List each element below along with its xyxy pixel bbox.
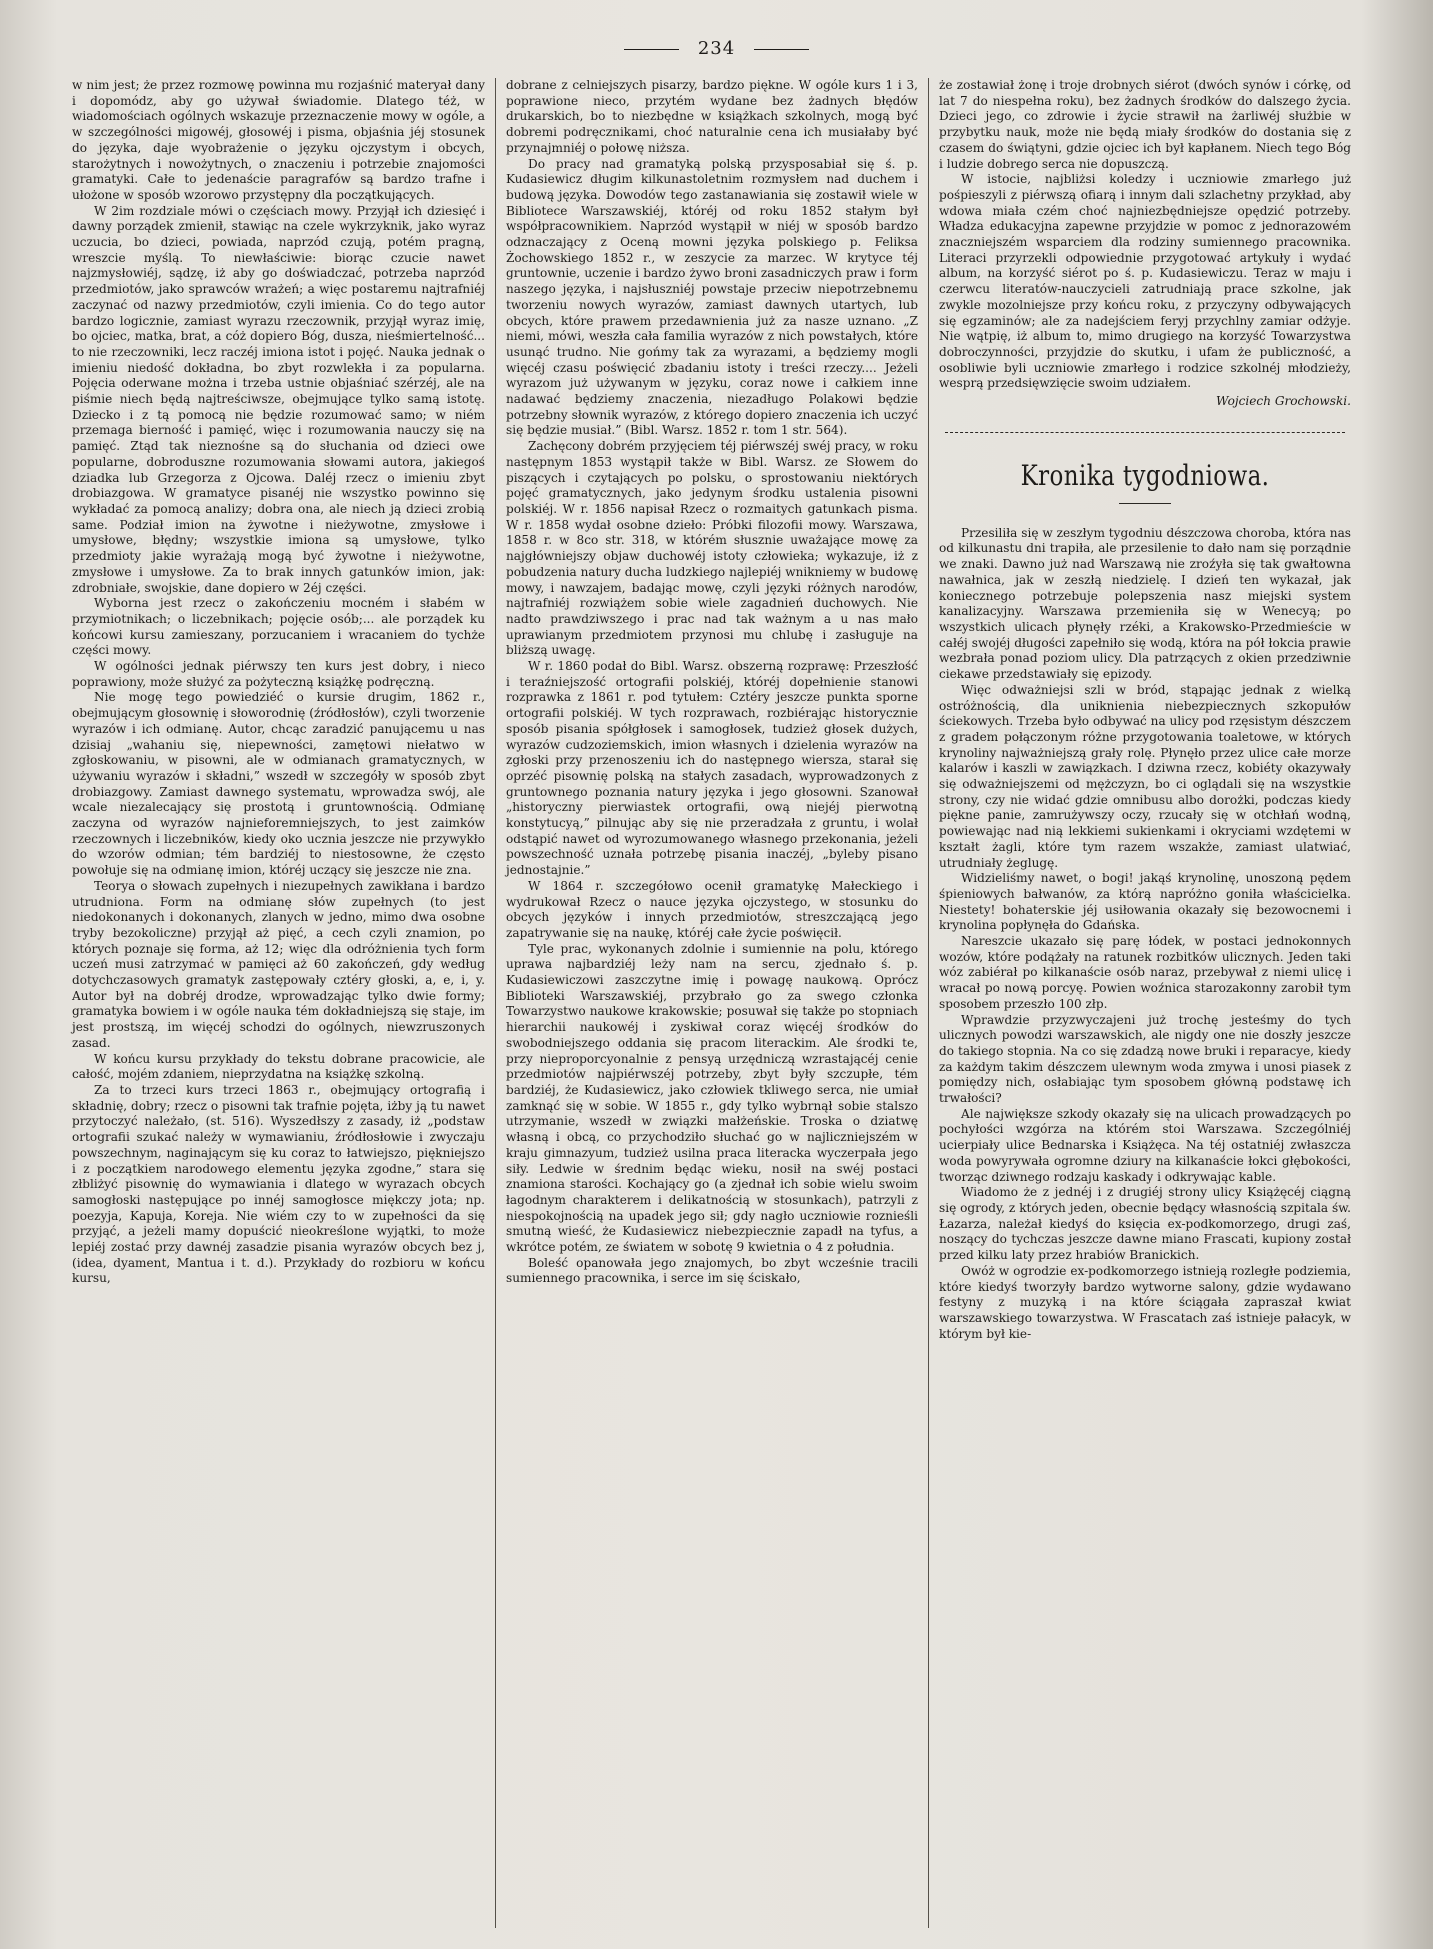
paragraph: W końcu kursu przykłady do tekstu dobrane pracowicie, ale całość, mojém zdaniem, nieprzydatna na książkę szkolną.: [72, 1051, 485, 1082]
column-3: [928, 78, 1361, 1928]
paragraph: Więc odważniejsi szli w bród, stąpając jednak z wielką ostróżnością, dla uniknienia niebezpiecznych szkopułów ściekowych. Trzeba było odbywać na ulicy pod rzęsistym dészczem z gradem połączonym różne przygotowania toaletowe, w których krynoliny najważniejszą grały rolę. Płynęło przez ulice całe morze kalarów i kaszli w zawiązkach. I dziwna rzecz, kobiéty okazywały się odważniejszemi od mężczyzn, bo ci oglądali się na wszystkie strony, czy nie widać gdzie omnibusu albo dorożki, podczas kiedy piękne panie, zamrużywszy oczy, rzucały się w otchłań wodną, powiewając nad nią lekkiemi sukienkami i okryciami wzdętemi w kształt żagli, które tym razem wszakże, zamiast ulatwiać, utrudniały żeglugę.: [939, 682, 1351, 870]
paragraph: W 2im rozdziale mówi o częściach mowy. Przyjął ich dziesięć i dawny porządek zmienił, stawiąc na czele wykrzyknik, jako wyraz uczucia, bo dzieci, powiada, naprzód czują, potém pragną, wreszcie myślą. To niewłaściwie: biorąc czucie nawet najzmysłowiéj, sądzę, iż aby go doświadczać, potrzeba naprzód przedmiotów, jako sprawców wrażeń; a więc postaremu najtrafniéj zaczynać od nazwy przedmiotów, czyli imienia. Co do tego autor bardzo logicznie, zamiast wyrazu rzeczownik, przyjął wyraz imię, bo ojciec, matka, brat, a cóż dopiero Bóg, dusza, nieśmiertelność... to nie rzeczowniki, lecz raczéj imiona istot i pojęć. Nauka jednak o imieniu niedość dokładna, bo zbyt rozwlekła i za popularna. Pojęcia oderwane można i trzeba ustnie objaśniać szérzéj, ale na piśmie niech będą najtreściwsze, obejmujące tylko samą istotę. Dziecko i z tą pomocą nie będzie rozumować samo; w niém przemaga bierność i pamięć, więc i rozumowania nauczy się na pamięć. Ztąd tak nieznośne są do słuchania od dzieci owe popularne, dobroduszne rozumowania słowami autora, jakiegoś dziadka lub Grzegorza z Ojcowa. Daléj rzecz o imieniu zbyt drobiazgowa. W gramatyce pisanéj nie wszystko powinno się wykładać za pomocą analizy; dobra ona, ale niech ją dzieci zrobią same. Podział imion na żywotne i nieżywotne, zmysłowe i umysłowe, błędny; wszystkie imiona są umysłowe, tylko przedmioty jakie wyrażają mogą być żywotne i nieżywotne, zmysłowe i umysłowe. Za to brak innych gatunków imion, jak: zdrobniałe, swojskie, dane dopiero w 2éj części.: [72, 203, 485, 595]
header-dash-left: [624, 49, 679, 50]
paragraph: Teorya o słowach zupełnych i niezupełnych zawikłana i bardzo utrudniona. Form na odmianę słów zupełnych (to jest niedokonanych i dokonanych, zlanych w jedno, mimo dwa osobne tryby bezokoliczne) przyjął aż pięć, a cech czyli znamion, po których poznaje się forma, aż 12; więc dla odróżnienia tych form uczeń musi zatrzymać w pamięci aż 60 zakończeń, gdy według dotychczasowych gramatyk zastępowały cztéry głoski, a, e, i, y. Autor był na dobréj drodze, wprowadzając tylko dwie formy; gramatyka bowiem i w ogóle nauka tém dokładniejszą się staje, im jest prostszą, im więcéj schodzi do ogólnych, niewzruszonych zasad.: [72, 878, 485, 1050]
paragraph: Nie mogę tego powiedziéć o kursie drugim, 1862 r., obejmującym głosownię i słoworodnię (źródłosłów), czyli tworzenie wyrazów i ich odmianę. Autor, chcąc zaradzić panującemu u nas dzisiaj „wahaniu się, niepewności, zamętowi niełatwo w zgłoskowaniu, w pisowni, ale w odmianach gramatycznych, w używaniu wyrazów i składni,” wszedł w szczegóły w sposób zbyt drobiazgowy. Zamiast dawnego systematu, wprowadza swój, ale wcale niezalecający się prostotą i gruntownością. Odmianę zaczyna od wyrazów najnieforemniejszych, to jest zaimków rzeczownych i liczebników, kiedy oko ucznia jeszcze nie przywykło do wzorów odmian; tém bardziéj to niestosowne, że często powołuje się na odmianę imion, któréj uczący się jeszcze nie zna.: [72, 690, 485, 878]
paragraph: Wprawdzie przyzwyczajeni już trochę jesteśmy do tych ulicznych powodzi warszawskich, ale nigdy one nie doszły jeszcze do takiego stopnia. Na co się zdadzą nowe bruki i reparacye, kiedy za każdym takim dészczem ulewnym woda zmywa i unosi piasek z pomiędzy nich, osłabiając tym sposobem główną podstawę ich trwałości?: [939, 1012, 1351, 1106]
paragraph: dobrane z celniejszych pisarzy, bardzo piękne. W ogóle kurs 1 i 3, poprawione nieco, przytém wydane bez żadnych błędów drukarskich, bo to niezbędne w książkach szkolnych, mogą być dobremi podręcznikami, choć naturalnie cena ich musiałaby być przynajmniéj o połowę niższa.: [506, 78, 918, 155]
page-number: 234: [697, 38, 736, 59]
paragraph: Przesiliła się w zeszłym tygodniu dészczowa choroba, która nas od kilkunastu dni trapiła, ale przesilenie to dało nam się porządnie we znaki. Dawno już nad Warszawą nie zroźyła się tak gwałtowna nawałnica, jak w zeszłą niedzielę. I dzień ten wykazał, jak koniecznego potrzebuje polepszenia nasz miejski system kanalizacyjny. Warszawa przemieniła się w Wenecyą; po wszystkich ulicach płynęły rzéki, a Krakowsko-Przedmieście w całéj swojéj długości zapełniło się wodą, która na pół łokcia prawie wezbrała ponad poziom ulicy. Dla patrzących z okien przedziwnie ciekawe przedstawiały się epizody.: [939, 525, 1351, 682]
author-signature: Wojciech Grochowski.: [1215, 394, 1351, 409]
paragraph: W r. 1860 podał do Bibl. Warsz. obszerną rozprawę: Przeszłość i teraźniejszość ortografii polskiéj, któréj dopełnienie stanowi rozprawka z 1861 r. pod tytułem: Cztéry jeszcze punkta sporne ortografii polskiéj. W tych rozprawach, rozbiérając historycznie sposób pisania spółgłosek i samogłosek, tudzież głosek dużych, wyrazów cudzoziemskich, imion własnych i dzielenia wyrazów na zgłoski przy przenoszeniu ich do następnego wiersza, starał się oprzéć pisownię polską na stałych zasadach, wyprowadzonych z gruntownego poznania natury języka i jego głosowni. Szanował „historyczny pierwiastek ortografii, ową niejéj pierwotną konstytucyą,” pilnując aby się nie przeradzała z gruntu, i wolał odstąpić nawet od wyrozumowanego własnego przekonania, jeżeli powszechność uznała potrzebę pisania inaczéj, „byleby pisano jednostajnie.”: [506, 659, 918, 878]
paragraph: Nareszcie ukazało się parę łódek, w postaci jednokonnych wozów, które podążały na ratunek rozbitków ulicznych. Jeden taki wóz zabiérał po kilkanaście osób naraz, przebywał z niemi ulicę i wracał po nową porcyę. Powien woźnica starozakonny zarobił tym sposobem przeszło 100 złp.: [939, 934, 1351, 1011]
page-header: [0, 38, 1433, 59]
paragraph: Do pracy nad gramatyką polską przysposabiał się ś. p. Kudasiewicz długim kilkunastoletnim rozmysłem nad duchem i budową języka. Dowodów tego zastanawiania się zostawił wiele w Bibliotece Warszawskiéj, któréj od roku 1852 stałym był współpracownikiem. Naprzód wystąpił w niéj w sposób bardzo odznaczający z Oceną mowni języka polskiego p. Feliksa Żochowskiego 1852 r., w zeszycie za marzec. W krytyce téj gruntownie, uczenie i bardzo żywo broni zasadniczych praw i form naszego języka, i najsłuszniéj powstaje przeciw niepotrzebnemu tworzeniu nowych wyrazów, zamiast dawnych utartych, lub obcych, które prawem przedawnienia już za nasze uznano. „Z niemi, mówi, weszła cała familia wyrazów z nich powstałych, które usunąć trudno. Nie gońmy tak za wyrazami, a będziemy mogli więcéj czasu poświęcić zbadaniu istoty i treści rzeczy.... Jeżeli wyrazom już używanym w języku, coraz nowe i całkiem inne nadawać będziemy znaczenia, niezadługo Polakowi będzie potrzebny słownik wyrazów, z którego dopiero znaczenia ich uczyć się będzie musiał.” (Bibl. Warsz. 1852 r. tom 1 str. 564).: [506, 156, 918, 438]
paragraph: że zostawiał żonę i troje drobnych siérot (dwóch synów i córkę, od lat 7 do niespełna roku), bez żadnych środków do dalszego życia. Dzieci jego, co zdrowie i życie strawił na żarliwéj służbie w przybytku nauk, może nie będą miały środków do dostania się z czasem do świątyni, gdzie ojciec ich był kapłanem. Niech tego Bóg i ludzie dobrego serca nie dopuszczą.: [939, 78, 1351, 171]
paragraph: Boleść opanowała jego znajomych, bo zbyt wcześnie tracili sumiennego pracownika, i serce im się ściskało,: [506, 1255, 918, 1286]
paragraph: W 1864 r. szczegółowo ocenił gramatykę Małeckiego i wydrukował Rzecz o nauce języka ojczystego, w stosunku do obcych języków i innych przedmiotów, streszczającą jego zapatrywanie się na naukę, któréj całe życie poświęcił.: [506, 878, 918, 940]
paragraph: Za to trzeci kurs trzeci 1863 r., obejmujący ortografią i składnię, dobry; rzecz o pisowni tak trafnie pojęta, iżby ją tu nawet przytoczyć należało, (st. 516). Wyszedłszy z zasady, iż „podstaw ortografii szukać należy w wymawianiu, źródłosłowie i zwyczaju powszechnym, naginającym się ku coraz to łatwiejszo, piękniejszo i z początkiem narodowego elementu języka zgodne,” stara się złbliżyć pisownię do wymawiania i dlatego w wyrazach obcych samogłoski następujące po innéj samogłosce miękczy jota; np. poezyja, Kapuja, Koreja. Nie wiém czy to w zupełności da się przyjąć, a jeżeli mamy dopuścić nieokreślone wyjątki, to może lepiéj zostać przy dawnéj zasadzie pisania wyrazów obcych bez j, (idea, dyament, Mantua i t. d.). Przykłady do rozbioru w końcu kursu,: [72, 1083, 485, 1286]
column-1: [62, 78, 495, 1928]
paragraph: W ogólności jednak piérwszy ten kurs jest dobry, i nieco poprawiony, może służyć za pożyteczną książkę podręczną.: [72, 659, 485, 689]
header-dash-right: [754, 49, 809, 50]
paragraph: w nim jest; że przez rozmowę powinna mu rozjaśnić materyał dany i dopomódz, aby go używał świadomie. Dlatego téż, w wiadomościach ogólnych wskazuje przeznaczenie mowy w ogóle, a w szczególności migowéj, głosowéj i pisma, objaśnia jéj stosunek do języka, daje wyobrażenie o języku ojczystym i obcych, starożytnych i nowożytnych, o znaczeniu i potrzebie znajomości gramatyki. Całe to jedenaście paragrafów są bardzo trafne i ułożone w sposób wzorowo przystępny dla początkujących.: [72, 78, 485, 202]
section-title: Kronika tygodniowa.: [1020, 458, 1270, 492]
text-columns: [62, 78, 1362, 1928]
paragraph: Wiadomo że z jednéj i z drugiéj strony ulicy Książęcéj ciągną się ogrody, z których jeden, obecnie będący własnością szpitala św. Łazarza, należał kiedyś do księcia ex-podkomorzego, drugi zaś, noszący do tychczas jeszcze dawne miano Frascati, kupiony został przed kilku laty przez hrabiów Branickich.: [939, 1185, 1351, 1263]
paragraph: Wyborna jest rzecz o zakończeniu mocném i słabém w przymiotnikach; o liczebnikach; pojęcie osób;... ale porządek ku końcowi kursu zamieszany, porzucaniem i wracaniem do tychże części mowy.: [72, 596, 485, 658]
paragraph: Ale największe szkody okazały się na ulicach prowadzących po pochyłości wzgórza na którém stoi Warszawa. Szczególniéj ucierpiały ulice Bednarska i Książęca. Na téj ostatniéj zwłaszcza woda powyrywała ogromne dziury na kilkanaście łokci głębokości, tworząc dziwnego rodzaju kaskady i odkrywając kable.: [939, 1106, 1351, 1184]
column-2: [495, 78, 928, 1928]
title-underline: [1119, 503, 1171, 504]
section-divider: [945, 432, 1345, 433]
paragraph: Owóż w ogrodzie ex-podkomorzego istnieją rozległe podziemia, które kiedyś tworzyły bardzo wytworne salony, gdzie wydawano festyny z muzyką i na które ściągała zapraszał kwiat warszawskiego towarzystwa. W Frascatach zaś istnieje pałacyk, w którym był kie-: [939, 1263, 1351, 1341]
paragraph: Zachęcony dobrém przyjęciem téj piérwszéj swéj pracy, w roku następnym 1853 wystąpił także w Bibl. Warsz. ze Słowem do piszących i czytających po polsku, o sprostowaniu niektórych pojęć gramatycznych, jako jedynym środku ustalenia pisowni polskiéj. W r. 1856 napisał Rzecz o rozmaitych gatunkach pisma. W r. 1858 wydał osobne dzieło: Próbki filozofii mowy. Warszawa, 1858 r. w 8co str. 318, w którém słusznie uważające mowę za najgłówniejszy objaw duchowéj istoty człowieka; wykazuje, iż z pobudzenia natury ducha ludzkiego najlepiéj wnikniemy w budowę mowy, i nawzajem, badając mowę, czyli języki różnych narodów, najtrafniéj rozwiążem sobie wiele zagadnień duchowych. Nie nadto prawdziwszego i prac nad tak ważnym a u nas mało uprawianym przedmiotem przynosi mu chlubę i zasługuje na bliższą uwagę.: [506, 439, 918, 658]
paragraph: W istocie, najbliżsi koledzy i uczniowie zmarłego już pośpieszyli z piérwszą ofiarą i innym dali szlachetny przykład, aby wdowa miała czém choć najniezbędniejsze opędzić potrzeby. Władza edukacyjna zapewne przyjdzie w pomoc z jednorazowém znaczniejszém wsparciem dla rodziny sumiennego pracownika. Literaci przyrzekli odpowiednie przygotować artykuły i wydać album, na korzyść siérot po ś. p. Kudasiewiczu. Teraz w maju i czerwcu literatów-nauczycieli zatrudniają prace szkolne, jak zwykle mozolniejsze przy końcu roku, z przyczyny odbywających się egzaminów; ale za nadejściem feryj przychlny zamiar odżyje. Nie wątpię, iż album to, mimo drugiego na korzyść Towarzystwa dobroczynności, przyjdzie do skutku, i ufam że publiczność, a osobliwie byli uczniowie zmarłego i rodzice szkolnéj młodzieży, wesprą przedsięwzięcie swoim udziałem.: [939, 172, 1351, 391]
paragraph: Widzieliśmy nawet, o bogi! jakąś krynolinę, unoszoną pędem śpieniowych bałwanów, za którą napróżno goniła właścicielka. Niestety! bohaterskie jéj usiłowania okazały się bezowocnemi i krynolina popłynęła do Gdańska.: [939, 871, 1351, 933]
paragraph: Tyle prac, wykonanych zdolnie i sumiennie na polu, którego uprawa najbardziéj leży nam na sercu, zjednało ś. p. Kudasiewiczowi zaszczytne imię i powagę naukową. Oprócz Biblioteki Warszawskiéj, przybrało go za swego członka Towarzystwo naukowe krakowskie; posuwał się także po stopniach hierarchii naukowéj i zyskiwał coraz więcéj środków do swobodniejszego oddania się pracom literackim. Ale środki te, przy nieproporcyonalnie z pensyą urzędniczą wzrastającéj cenie przedmiotów najpiérwszéj potrzeby, zbyt były szczupłe, tém bardziéj, że Kudasiewicz, jako człowiek tkliwego serca, nie umiał zamknąć się w sobie. W 1855 r., gdy tylko wybrnął sobie stalszo utrzymanie, wszedł w związki małżeńskie. Troska o dziatwę własną i obcą, co przychodziło słuchać go w najliczniejszém w kraju gimnazyum, tudzież usilna praca literacka wyczerpała jego siły. Ledwie w średnim będąc wieku, nosił na swéj postaci znamiona starości. Kochający go (a zjednał ich sobie wielu swoim łagodnym charakterem i delikatnością w stosunkach), patrzyli z niespokojnością na upadek jego sił; gdy nagło uczniowie roznieśli smutną wieść, że Kudasiewicz niebezpiecznie zapadł na tyfus, a wkrótce potém, ze światem w sobotę 9 kwietnia o 4 z południa.: [506, 941, 918, 1255]
